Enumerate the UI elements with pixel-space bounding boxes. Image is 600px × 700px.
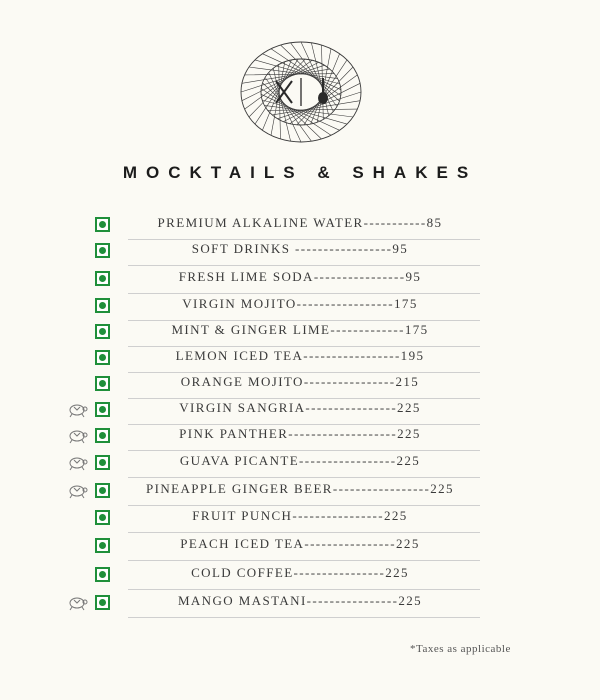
menu-item-text: LEMON ICED TEA-----------------195 — [175, 348, 425, 363]
menu-item — [0, 319, 600, 345]
menu-item-text: VIRGIN MOJITO-----------------175 — [182, 296, 418, 311]
divider-line — [128, 617, 480, 618]
menu-item — [0, 505, 600, 531]
menu-item-text: FRESH LIME SODA----------------95 — [178, 269, 422, 284]
logo — [239, 40, 363, 144]
divider-line — [128, 560, 480, 561]
menu-item-text: SOFT DRINKS -----------------95 — [191, 241, 409, 256]
menu-item-text: PEACH ICED TEA----------------225 — [180, 536, 420, 551]
menu-item — [0, 590, 600, 616]
menu-item — [0, 238, 600, 264]
menu-item — [0, 423, 600, 449]
menu-item-text: PINEAPPLE GINGER BEER-----------------225 — [146, 481, 454, 496]
menu-item-text: GUAVA PICANTE-----------------225 — [179, 453, 421, 468]
menu-item-text: COLD COFFEE----------------225 — [191, 565, 409, 580]
menu-item — [0, 212, 600, 238]
menu-item-text: MANGO MASTANI----------------225 — [177, 593, 423, 608]
menu-item-text: MINT & GINGER LIME-------------175 — [171, 322, 429, 337]
menu-item — [0, 371, 600, 397]
menu-item — [0, 293, 600, 319]
menu-item — [0, 345, 600, 371]
menu-item-text: VIRGIN SANGRIA----------------225 — [179, 400, 421, 415]
menu-item-text: ORANGE MOJITO----------------215 — [180, 374, 420, 389]
menu-item-text: FRUIT PUNCH----------------225 — [192, 508, 408, 523]
menu-item — [0, 266, 600, 292]
menu-item — [0, 533, 600, 559]
menu-item — [0, 450, 600, 476]
menu-item — [0, 478, 600, 504]
menu-item-text: PINK PANTHER-------------------225 — [179, 426, 421, 441]
footer-note: *Taxes as applicable — [410, 643, 511, 655]
menu-item — [0, 562, 600, 588]
menu-item-text: PREMIUM ALKALINE WATER-----------85 — [157, 215, 443, 230]
menu-title: MOCKTAILS & SHAKES — [122, 163, 478, 182]
menu-item — [0, 397, 600, 423]
